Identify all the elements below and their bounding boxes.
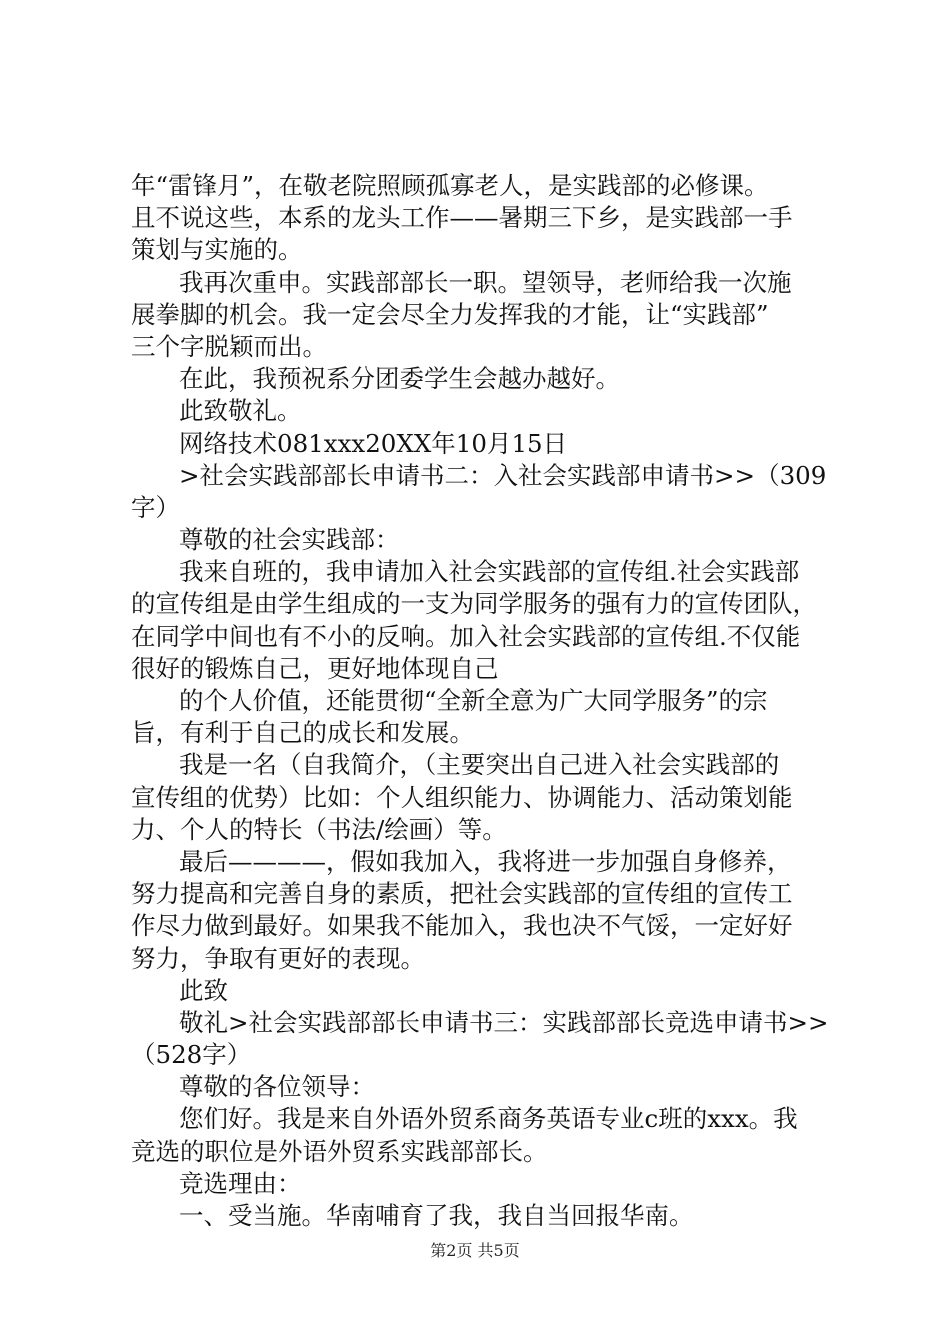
text-line: 此致 bbox=[179, 975, 228, 1005]
page-number-footer: 第2页 共5页 bbox=[430, 1241, 520, 1260]
text-line: 努力提高和完善自身的素质，把社会实践部的宣传组的宣传工 bbox=[131, 879, 793, 909]
text-line: （528字） bbox=[131, 1040, 252, 1070]
document-body bbox=[131, 170, 831, 1232]
text-line: 的个人价值，还能贯彻“全新全意为广大同学服务”的宗 bbox=[179, 686, 768, 715]
text-line: 最后————，假如我加入，我将进一步加强自身修养， bbox=[179, 846, 792, 876]
text-line: 年“雷锋月”，在敬老院照顾孤寡老人，是实践部的必修课。 bbox=[131, 171, 769, 200]
text-line: 此致敬礼。 bbox=[179, 396, 302, 426]
text-line: 敬礼>社会实践部部长申请书三：实践部部长竞选申请书>> bbox=[179, 1007, 829, 1037]
text-line: 努力，争取有更好的表现。 bbox=[131, 943, 425, 973]
text-line: 旨，有利于自己的成长和发展。 bbox=[131, 718, 474, 748]
text-line: 很好的锻炼自己，更好地体现自己 bbox=[131, 653, 499, 683]
text-line: 的宣传组是由学生组成的一支为同学服务的强有力的宣传团队， bbox=[131, 589, 817, 619]
text-line: 尊敬的社会实践部： bbox=[179, 525, 400, 555]
text-line: 在此，我预祝系分团委学生会越办越好。 bbox=[179, 364, 620, 394]
text-line: 字） bbox=[131, 492, 180, 522]
text-line: 三个字脱颖而出。 bbox=[131, 331, 327, 361]
text-line: 我来自班的，我申请加入社会实践部的宣传组.社会实践部 bbox=[179, 557, 800, 587]
text-line: 竞选的职位是外语外贸系实践部部长。 bbox=[131, 1136, 548, 1166]
text-line: 您们好。我是来自外语外贸系商务英语专业c班的xxx。我 bbox=[179, 1104, 798, 1134]
text-line: 一、受当施。华南哺育了我，我自当回报华南。 bbox=[179, 1201, 694, 1230]
text-line: 尊敬的各位领导： bbox=[179, 1072, 375, 1102]
text-line: 策划与实施的。 bbox=[131, 235, 303, 265]
text-line: 展拳脚的机会。我一定会尽全力发挥我的才能，让“实践部” bbox=[131, 299, 769, 329]
text-line: 竞选理由： bbox=[179, 1168, 302, 1198]
text-line: 我是一名（自我简介，（主要突出自己进入社会实践部的 bbox=[179, 750, 780, 780]
text-line: 且不说这些，本系的龙头工作——暑期三下乡，是实践部一手 bbox=[131, 203, 793, 233]
text-line: 网络技术081xxx20XX年10月15日 bbox=[179, 428, 568, 458]
text-line: 作尽力做到最好。如果我不能加入，我也决不气馁，一定好好 bbox=[131, 911, 793, 941]
text-line: >社会实践部部长申请书二：入社会实践部申请书>>（309 bbox=[179, 460, 827, 490]
text-line: 在同学中间也有不小的反响。加入社会实践部的宣传组.不仅能 bbox=[131, 621, 801, 651]
text-line: 我再次重申。实践部部长一职。望领导，老师给我一次施 bbox=[179, 267, 792, 297]
text-line: 宣传组的优势）比如：个人组织能力、协调能力、活动策划能 bbox=[131, 782, 793, 812]
text-line: 力、个人的特长（书法/绘画）等。 bbox=[131, 814, 507, 844]
